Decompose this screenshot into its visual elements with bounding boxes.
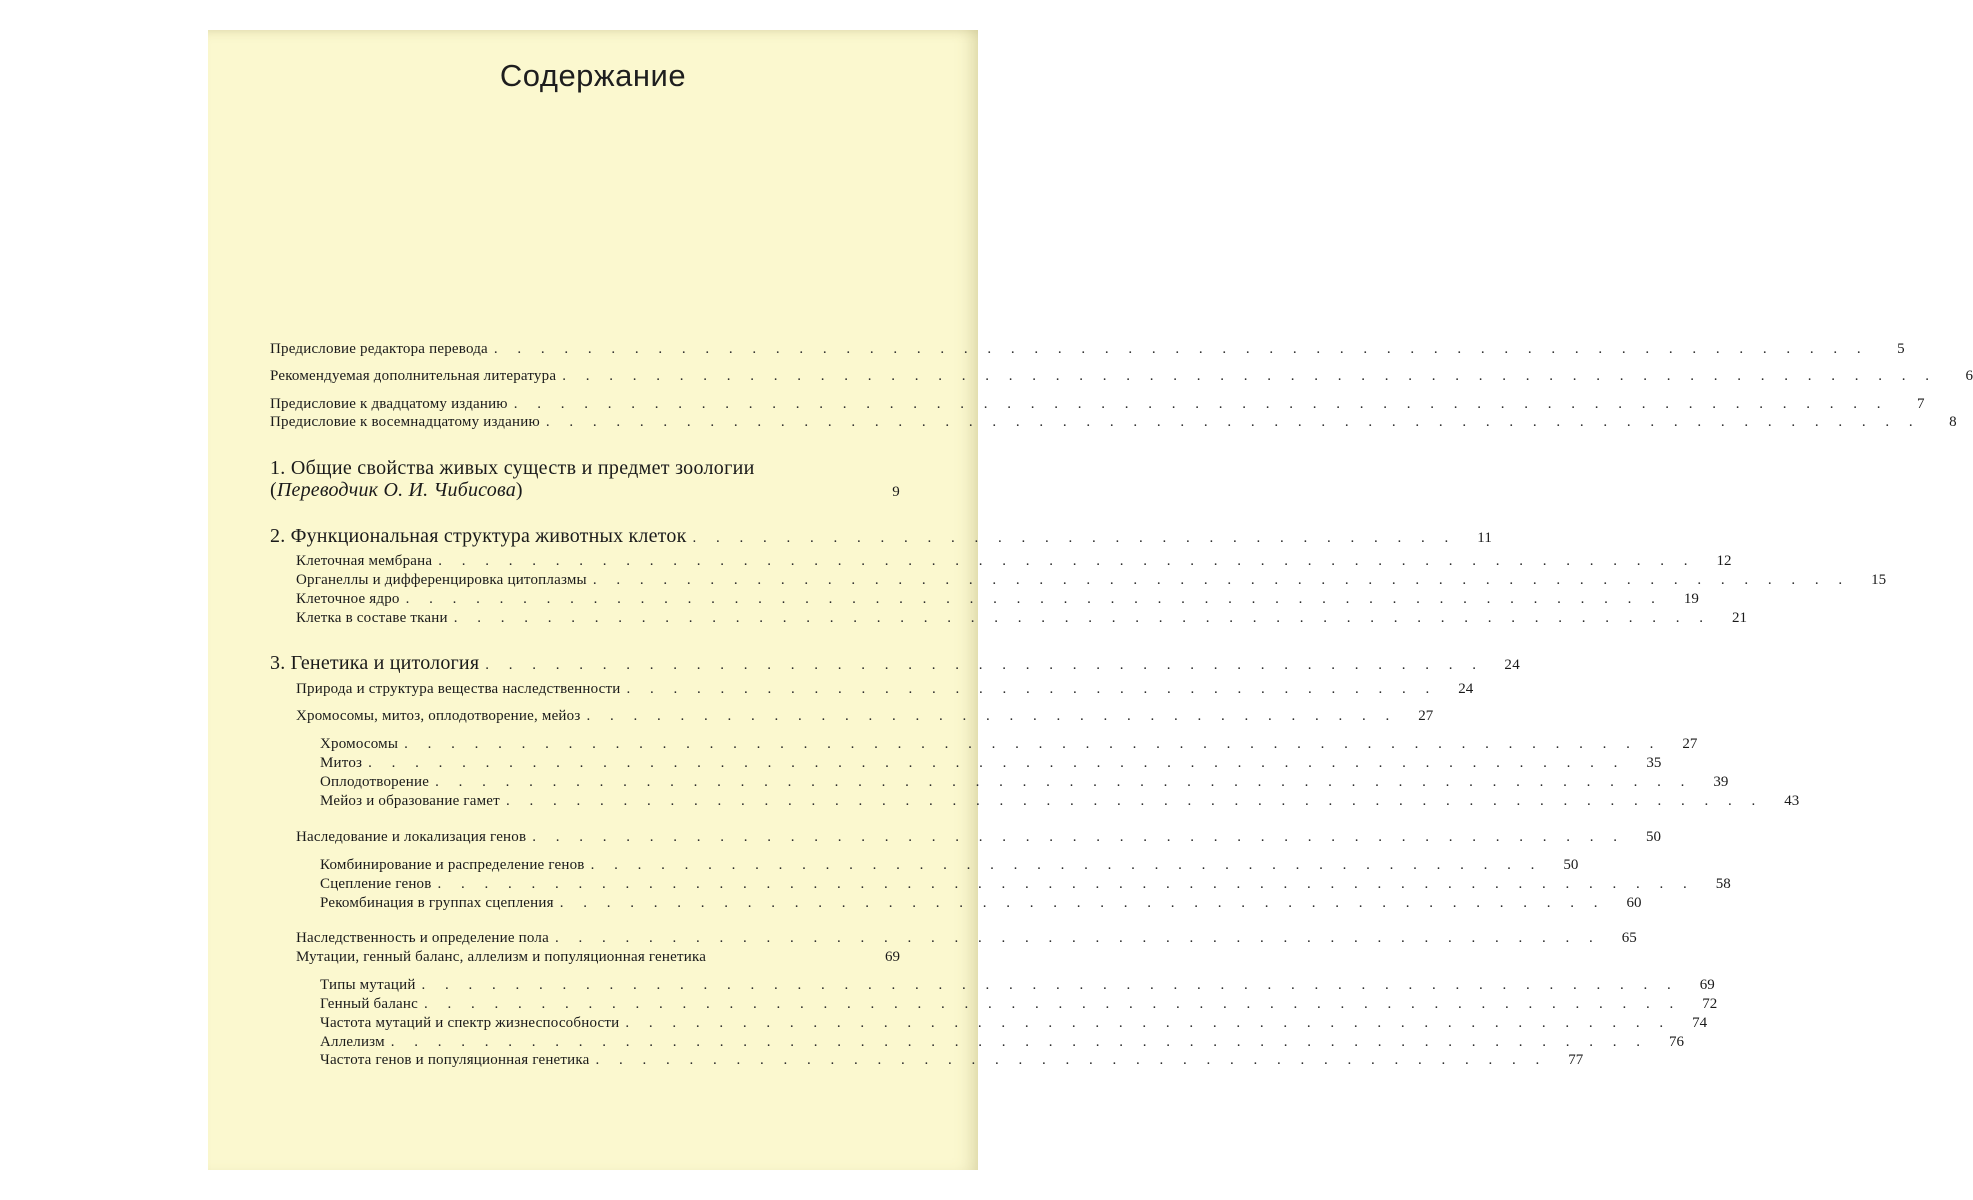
toc-leader-dots: . . . . . . . . . . . . . . . . . . . . . . . . . . . . . . . . . [692, 530, 1457, 546]
toc-entry [320, 754, 1662, 772]
toc-leader-dots: . . . . . . . . . . . . . . . . . . . . . . . . . . . . . . . . . . . . . . . . . . . . . . . . . . . . . . [438, 553, 1696, 569]
toc-entry-title: Сцепление генов [320, 876, 432, 892]
page-title: Содержание [499, 58, 687, 93]
toc-entry-page: 43 [1784, 793, 1800, 809]
toc-entry-page: 60 [1626, 895, 1642, 911]
toc-entry-title: Клеточная мембрана [296, 553, 433, 569]
toc-leader-dots: . . . . . . . . . . . . . . . . . . . . . . . . . . . . . . . . . . . . . . . . . . . . . [559, 895, 1606, 911]
toc-entry-title: Клетка в составе ткани [296, 610, 448, 626]
toc-entry-title: Рекомендуемая дополнительная литература [270, 368, 557, 384]
chapter-1-subline [270, 479, 900, 503]
chapter-1-page: 9 [892, 484, 900, 500]
toc-leader-dots: . . . . . . . . . . . . . . . . . . . . . . . . . . . . . . . . . . . . . . . . . [590, 857, 1543, 873]
toc-entry [320, 735, 1698, 753]
toc-leader-dots: . . . . . . . . . . . . . . . . . . . . . . . . . . . . . . . . . . . . . . . . . . . . . . . [532, 829, 1626, 845]
toc-entry-page: 5 [1897, 341, 1905, 357]
toc-entry-page: 69 [885, 949, 900, 965]
toc-leader-dots: . . . . . . . . . . . . . . . . . . . . . . . . . . . . . . . . . . . . . . . . . . . . . . . . . . . . . . . . . . . [562, 368, 1937, 384]
toc-entry-title: Наследование и локализация генов [296, 829, 527, 845]
toc-entry-page: 58 [1715, 876, 1731, 892]
toc-entry [320, 773, 1729, 791]
toc-entry [320, 875, 1731, 893]
chapter-1-title: 1. Общие свойства живых существ и предмет зоологии [270, 457, 755, 479]
toc-entry [320, 856, 1579, 874]
toc-entry-page: 69 [1699, 977, 1715, 993]
toc-leader-dots: . . . . . . . . . . . . . . . . . . . . . . . . . . . . . . . . . . . . . . . . . . . . . . . . . . . . . . [453, 610, 1711, 626]
chapter-1-translator: (Переводчик О. И. Чибисова) [270, 479, 523, 501]
toc-entry [296, 929, 1637, 947]
toc-entry-page: 27 [1418, 708, 1434, 724]
toc-entry-title: Наследственность и определение пола [296, 930, 549, 946]
toc-leader-dots: . . . . . . . . . . . . . . . . . . . . . . . . . . . . . . . . . . . [586, 708, 1398, 724]
toc-entry [320, 976, 1715, 994]
chapter-3-entry [270, 652, 1520, 676]
toc-entry-page: 72 [1702, 996, 1718, 1012]
toc-entry [296, 828, 1662, 846]
toc-leader-dots: . . . . . . . . . . . . . . . . . . . . . . . . . . . . . . . . . . . . . . . . . [595, 1052, 1548, 1068]
toc-entry [320, 1051, 1584, 1069]
toc-entry [320, 1033, 1685, 1051]
toc-entry-page: 77 [1568, 1052, 1584, 1068]
toc-leader-dots: . . . . . . . . . . . . . . . . . . . . . . . . . . . . . . . . . . . . . . . . . . . . . . . . . . . . . . [405, 591, 1663, 607]
toc-entry-page: 50 [1646, 829, 1662, 845]
toc-entry-page: 15 [1871, 572, 1887, 588]
toc-leader-dots: . . . . . . . . . . . . . . . . . . . . . . . . . . . . . . . . . . . . . . . . . . . [485, 657, 1484, 673]
toc-entry-page: 21 [1731, 610, 1747, 626]
toc-entry [296, 948, 900, 966]
toc-leader-dots: . . . . . . . . . . . . . . . . . . . . . . . . . . . . . . . . . . . . . . . . . . . . . . . . . . . . . . [404, 736, 1662, 752]
toc-entry-title: Аллелизм [320, 1034, 385, 1050]
toc-entry-page: 12 [1716, 553, 1732, 569]
toc-leader-dots: . . . . . . . . . . . . . . . . . . . . . . . . . . . . . . . . . . . . . . . . . . . . . . . . . . . . . . [505, 793, 1764, 809]
book-page [208, 30, 1973, 1170]
toc-leader-dots: . . . . . . . . . . . . . . . . . . . . . . . . . . . . . . . . . . . . . . . . . . . . . . . . . . . . . . [437, 876, 1695, 892]
toc-entry [270, 367, 1973, 385]
toc-entry [296, 571, 1887, 589]
toc-entry-page: 6 [1965, 368, 1973, 384]
toc-entry [270, 340, 1905, 358]
toc-entry [320, 792, 1800, 810]
toc-entry-title: Органеллы и дифференцировка цитоплазмы [296, 572, 587, 588]
toc-entry [296, 590, 1699, 608]
toc-entry-page: 50 [1563, 857, 1579, 873]
toc-entry-title: Предисловие к восемнадцатому изданию [270, 414, 540, 430]
toc-entry-title: Клеточное ядро [296, 591, 400, 607]
toc-entry-page: 74 [1692, 1015, 1708, 1031]
toc-leader-dots: . . . . . . . . . . . . . . . . . . . . . . . . . . . . . . . . . . . . . . . . . . . . . . . . . . . . . . . . . . . [545, 414, 1921, 430]
toc-entry-title: Хромосомы, митоз, оплодотворение, мейоз [296, 708, 581, 724]
toc-leader-dots: . . . . . . . . . . . . . . . . . . . . . . . . . . . . . . . . . . . . . . . . . . . . . . . . . . . . . . [423, 996, 1682, 1012]
toc-leader-dots: . . . . . . . . . . . . . . . . . . . . . . . . . . . . . . . . . . . . . . . . . . . . . [625, 1015, 1672, 1031]
toc-entry-page: 24 [1458, 681, 1474, 697]
toc-entry-page: 27 [1682, 736, 1698, 752]
toc-entry [270, 395, 1925, 413]
toc-leader-dots: . . . . . . . . . . . . . . . . . . . . . . . . . . . . . . . . . . . . . . . . . . . . . . . . . . . . . . . . . . . [513, 396, 1889, 412]
toc-entry-title: Хромосомы [320, 736, 399, 752]
toc-entry-title: Частота мутаций и спектр жизнеспособности [320, 1015, 620, 1031]
toc-entry-page: 8 [1949, 414, 1957, 430]
toc-leader-dots: . . . . . . . . . . . . . . . . . . . . . . . . . . . . . . . . . . . . . . . . . . . . . [554, 930, 1601, 946]
toc-leader-dots: . . . . . . . . . . . . . . . . . . . . . . . . . . . . . . . . . . . [626, 681, 1438, 697]
toc-entry-page: 19 [1683, 591, 1699, 607]
chapter-3-title: 3. Генетика и цитология [270, 652, 480, 674]
toc-entry-title: Генный баланс [320, 996, 418, 1012]
toc-entry-title: Частота генов и популяционная генетика [320, 1052, 590, 1068]
toc-entry-page: 35 [1646, 755, 1662, 771]
toc-entry [296, 707, 1434, 725]
toc-entry [320, 1014, 1708, 1032]
toc-leader-dots: . . . . . . . . . . . . . . . . . . . . . . . . . . . . . . . . . . . . . . . . . . . . . . . . . . . . . . [390, 1034, 1649, 1050]
toc-entry-title: Предисловие к двадцатому изданию [270, 396, 508, 412]
toc-leader-dots: . . . . . . . . . . . . . . . . . . . . . . . . . . . . . . . . . . . . . . . . . . . . . . . . . . . . . . [368, 755, 1626, 771]
toc-entry-title: Комбинирование и распределение генов [320, 857, 585, 873]
toc-entry [296, 609, 1747, 627]
toc-entry-title: Оплодотворение [320, 774, 430, 790]
toc-entry [270, 413, 1957, 431]
toc-entry-title: Природа и структура вещества наследственности [296, 681, 621, 697]
toc-entry-page: 7 [1916, 396, 1925, 412]
toc-leader-dots: . . . . . . . . . . . . . . . . . . . . . . . . . . . . . . . . . . . . . . . . . . . . . . . . . . . . . . [435, 774, 1693, 790]
toc-leader-dots: . . . . . . . . . . . . . . . . . . . . . . . . . . . . . . . . . . . . . . . . . . . . . . . . . . . . . . [421, 977, 1679, 993]
toc-entry-page: 39 [1713, 774, 1729, 790]
toc-entry-title: Мутации, генный баланс, аллелизм и популяционная генетика [296, 949, 707, 965]
chapter-2-page: 11 [1477, 530, 1493, 546]
toc-entry-title: Типы мутаций [320, 977, 416, 993]
toc-entry-title: Предисловие редактора перевода [270, 341, 488, 357]
toc-entry-page: 65 [1621, 930, 1637, 946]
toc-entry-title: Митоз [320, 755, 363, 771]
toc-entry [320, 995, 1718, 1013]
toc-leader-dots: . . . . . . . . . . . . . . . . . . . . . . . . . . . . . . . . . . . . . . . . . . . . . . . . . . . . . . [592, 572, 1851, 588]
chapter-3-page: 24 [1504, 657, 1520, 673]
toc-entry-title: Мейоз и образование гамет [320, 793, 500, 809]
chapter-2-title: 2. Функциональная структура животных клеток [270, 525, 687, 547]
toc-entry [296, 680, 1474, 698]
toc-entry-page: 76 [1669, 1034, 1685, 1050]
toc-entry [296, 552, 1732, 570]
toc-entry-title: Рекомбинация в группах сцепления [320, 895, 554, 911]
chapter-2-entry [270, 525, 1493, 549]
toc-leader-dots: . . . . . . . . . . . . . . . . . . . . . . . . . . . . . . . . . . . . . . . . . . . . . . . . . . . . . . . . . . . [493, 341, 1869, 357]
toc-entry [320, 894, 1642, 912]
